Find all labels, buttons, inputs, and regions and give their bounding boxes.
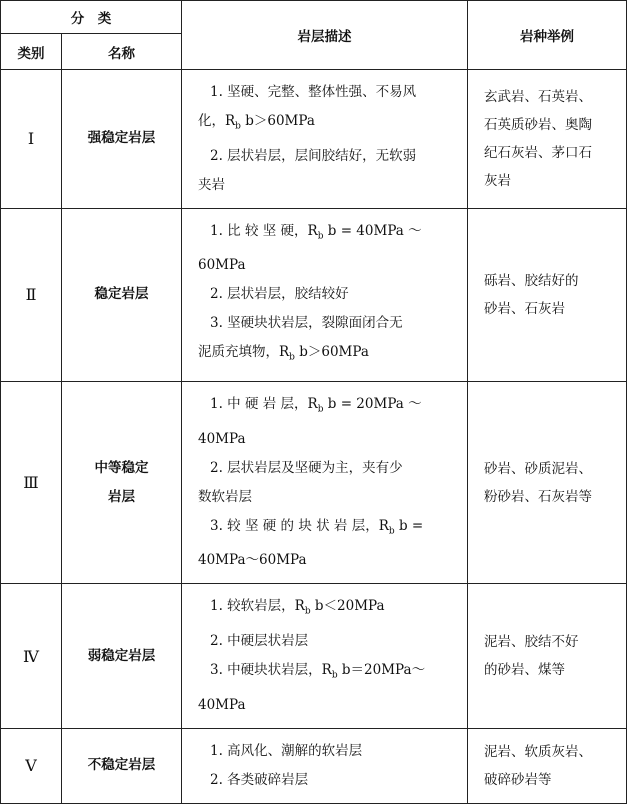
description-line: 2. 层状岩层，层间胶结好，无软弱 [210,147,417,164]
name-cell [62,70,182,209]
examples-line: 纪石灰岩、茅口石 [484,144,592,161]
description-line: 3. 中硬块状岩层，$R_b$ b＝20MPa～ [210,662,426,681]
description-line: 1. 中 硬 岩 层，$R_b$ b = 20MPa ～ [210,396,422,415]
name-line: 弱稳定岩层 [87,647,156,664]
description-line: 40MPa [198,430,246,447]
category-cell: Ⅴ [1,728,62,803]
name-cell [62,382,182,584]
name-cell [62,728,182,803]
examples-line: 泥岩、软质灰岩、 [484,743,592,760]
header-examples: 岩种举例 [468,1,627,70]
header-category: 类别 [1,34,62,70]
name-line: 稳定岩层 [94,286,149,303]
description-cell [182,728,468,803]
description-line: 40MPa [198,696,246,713]
examples-line: 粉砂岩、石灰岩等 [484,488,592,505]
description-cell [182,584,468,728]
category-cell: Ⅰ [1,70,62,209]
examples-line: 玄武岩、石英岩、 [484,88,592,105]
examples-line: 石英质砂岩、奥陶 [484,116,592,133]
header-name: 名称 [62,34,182,70]
name-line: 不稳定岩层 [87,757,156,774]
name-cell [62,208,182,381]
examples-line: 砂岩、石灰岩 [484,300,565,317]
examples-line: 灰岩 [484,172,511,189]
table-row [1,728,627,803]
description-line: 1. 较软岩层，$R_b$ b＜20MPa [210,598,385,618]
description-line: 数软岩层 [198,488,252,505]
category-cell: Ⅱ [1,208,62,381]
name-line: 中等稳定 [94,459,149,476]
description-line: 1. 高风化、潮解的软岩层 [210,742,363,759]
description-line: 2. 层状岩层及坚硬为主，夹有少 [210,459,403,476]
description-line: 化，$R_b$ b＞60MPa [198,113,315,132]
name-cell [62,584,182,728]
description-line: 2. 层状岩层，胶结较好 [210,286,349,303]
examples-cell [468,382,627,584]
category-cell: Ⅳ [1,584,62,728]
description-line: 夹岩 [198,176,225,193]
description-line: 2. 中硬层状岩层 [210,633,309,650]
examples-cell [468,728,627,803]
description-cell [182,70,468,209]
examples-line: 的砂岩、煤等 [484,662,565,679]
category-cell: Ⅲ [1,382,62,584]
description-line: 40MPa～60MPa [198,552,307,569]
examples-cell [468,584,627,728]
description-line: 2. 各类破碎岩层 [210,771,309,788]
name-line: 强稳定岩层 [87,130,156,147]
name-line: 岩层 [108,488,135,505]
description-line: 3. 坚硬块状岩层，裂隙面闭合无 [210,315,403,332]
table-row [1,584,627,728]
description-cell [182,382,468,584]
examples-cell [468,70,627,209]
examples-cell [468,208,627,381]
header-description: 岩层描述 [182,1,468,70]
description-line: 1. 坚硬、完整、整体性强、不易风 [210,84,417,100]
description-cell [182,208,468,381]
table-row [1,208,627,381]
examples-line: 砂岩、砂质泥岩、 [484,460,592,477]
header-group-classification: 分 类 [1,1,182,34]
description-line: 60MPa [198,257,246,274]
description-line: 泥质充填物，$R_b$ b＞60MPa [198,344,369,364]
examples-line: 砾岩、胶结好的 [484,272,579,289]
examples-line: 破碎砂岩等 [484,771,552,788]
examples-line: 泥岩、胶结不好 [484,634,579,651]
table-row [1,382,627,584]
description-line: 3. 较 坚 硬 的 块 状 岩 层，$R_b$ b = [210,517,424,537]
table-row [1,70,627,209]
description-line: 1. 比 较 坚 硬，$R_b$ b = 40MPa ～ [210,222,422,242]
